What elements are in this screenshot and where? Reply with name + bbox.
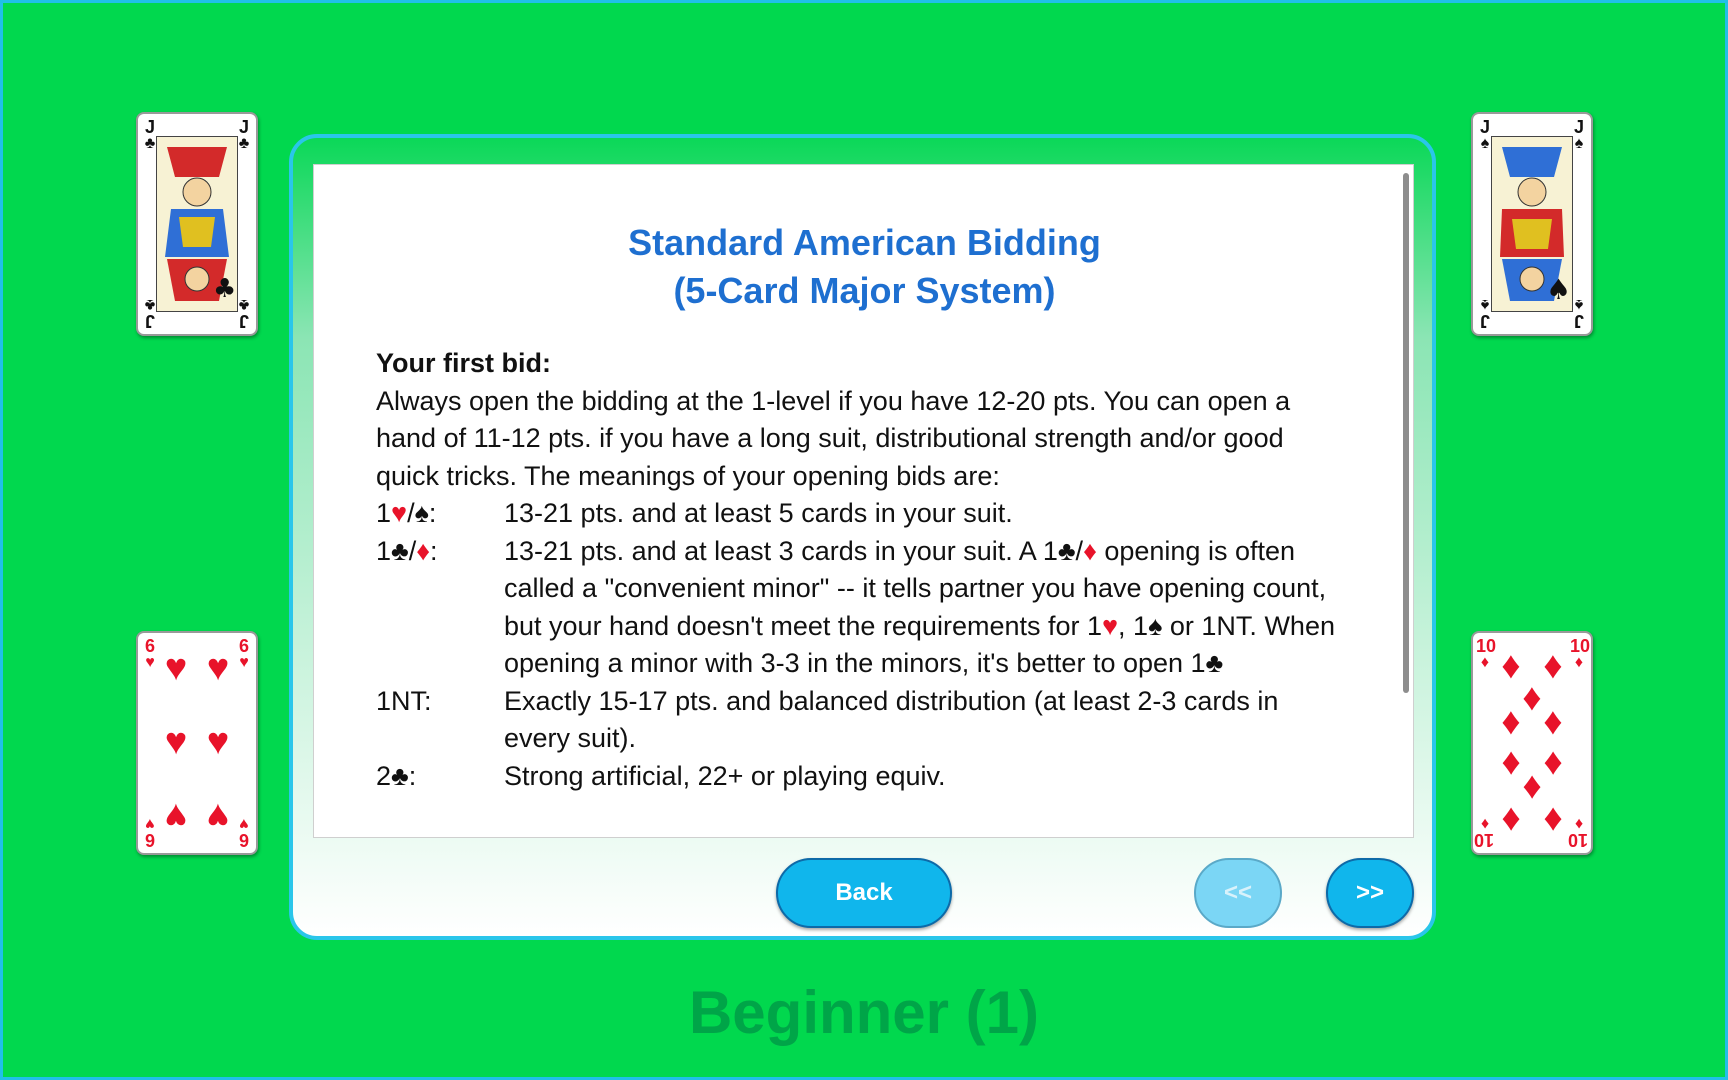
svg-text:♣: ♣ — [213, 274, 237, 304]
document-title: Standard American Bidding (5-Card Major System) — [628, 222, 1101, 311]
diamond-pip: ♦ — [1501, 645, 1521, 687]
heart-pip: ♥ — [206, 795, 230, 837]
diamond-pip: ♦ — [1543, 645, 1563, 687]
intro-paragraph: Always open the bidding at the 1-level if you have 12-20 pts. You can open a hand of 11-12 pts. if you have a long suit, distributional strength and/or good quick tricks. The meanings of your opening bids are: — [376, 385, 1291, 491]
opening-bids-list — [376, 495, 1336, 795]
document-body — [376, 345, 1336, 795]
heart-pip: ♥ — [206, 647, 230, 689]
diamond-pip: ♦ — [1501, 799, 1521, 841]
jack-face-art — [1491, 136, 1573, 312]
bid-label: 1♣/♦: — [376, 535, 438, 566]
bid-description: Exactly 15-17 pts. and balanced distribution (at least 2-3 cards in every suit). — [504, 685, 1279, 753]
bid-label: 1♥/♠: — [376, 498, 437, 528]
card-jack-of-clubs: J ♣ J ♣ J ♣ J ♣ ♣ — [136, 112, 258, 336]
difficulty-level-label: Beginner (1) — [688, 979, 1040, 1046]
bid-row — [376, 495, 1336, 533]
card-ten-of-diamonds: 10 ♦ 10 ♦ 10 ♦ 10 ♦ ♦ ♦ ♦ ♦ ♦ ♦ ♦ ♦ ♦ ♦ — [1471, 631, 1593, 855]
svg-text:♠: ♠ — [1546, 273, 1572, 306]
diamond-pip: ♦ — [1543, 799, 1563, 841]
jack-face-art — [156, 136, 238, 312]
section-heading: Your first bid: — [376, 348, 551, 378]
back-button[interactable]: Back — [776, 858, 952, 928]
heart-pip: ♥ — [164, 647, 188, 689]
bid-row — [376, 758, 1336, 796]
card-jack-of-spades: J ♠ J ♠ J ♠ J ♠ ♠ — [1471, 112, 1593, 336]
heart-pip: ♥ — [164, 795, 188, 837]
bid-label: 2♣: — [376, 760, 417, 791]
bid-description: 13-21 pts. and at least 5 cards in your suit. — [504, 498, 1013, 528]
diamond-pip: ♦ — [1501, 701, 1521, 743]
next-page-button[interactable]: >> — [1326, 858, 1414, 928]
diamond-pip: ♦ — [1543, 743, 1563, 785]
bid-row — [376, 533, 1336, 683]
bid-row — [376, 683, 1336, 758]
help-document[interactable] — [313, 164, 1414, 838]
diamond-pip: ♦ — [1522, 677, 1542, 719]
diamond-pip: ♦ — [1543, 701, 1563, 743]
card-six-of-hearts: 6 ♥ 6 ♥ 6 ♥ 6 ♥ ♥ ♥ ♥ ♥ ♥ ♥ — [136, 631, 258, 855]
heart-pip: ♥ — [206, 721, 230, 763]
bid-label: 1NT: — [376, 685, 432, 716]
diamond-pip: ♦ — [1501, 743, 1521, 785]
bid-description: 13-21 pts. and at least 3 cards in your suit. A 1♣/♦ opening is often called a "convenient minor" -- it tells partner you have opening count, but your hand doesn't meet the requirements for 1♥, 1♠ or 1NT. When opening a minor with 3-3 in the minors, it's better to open 1♣ — [504, 535, 1335, 678]
heart-pip: ♥ — [164, 721, 188, 763]
bid-description: Strong artificial, 22+ or playing equiv. — [504, 760, 946, 791]
previous-page-button[interactable]: << — [1194, 858, 1282, 928]
diamond-pip: ♦ — [1522, 767, 1542, 809]
